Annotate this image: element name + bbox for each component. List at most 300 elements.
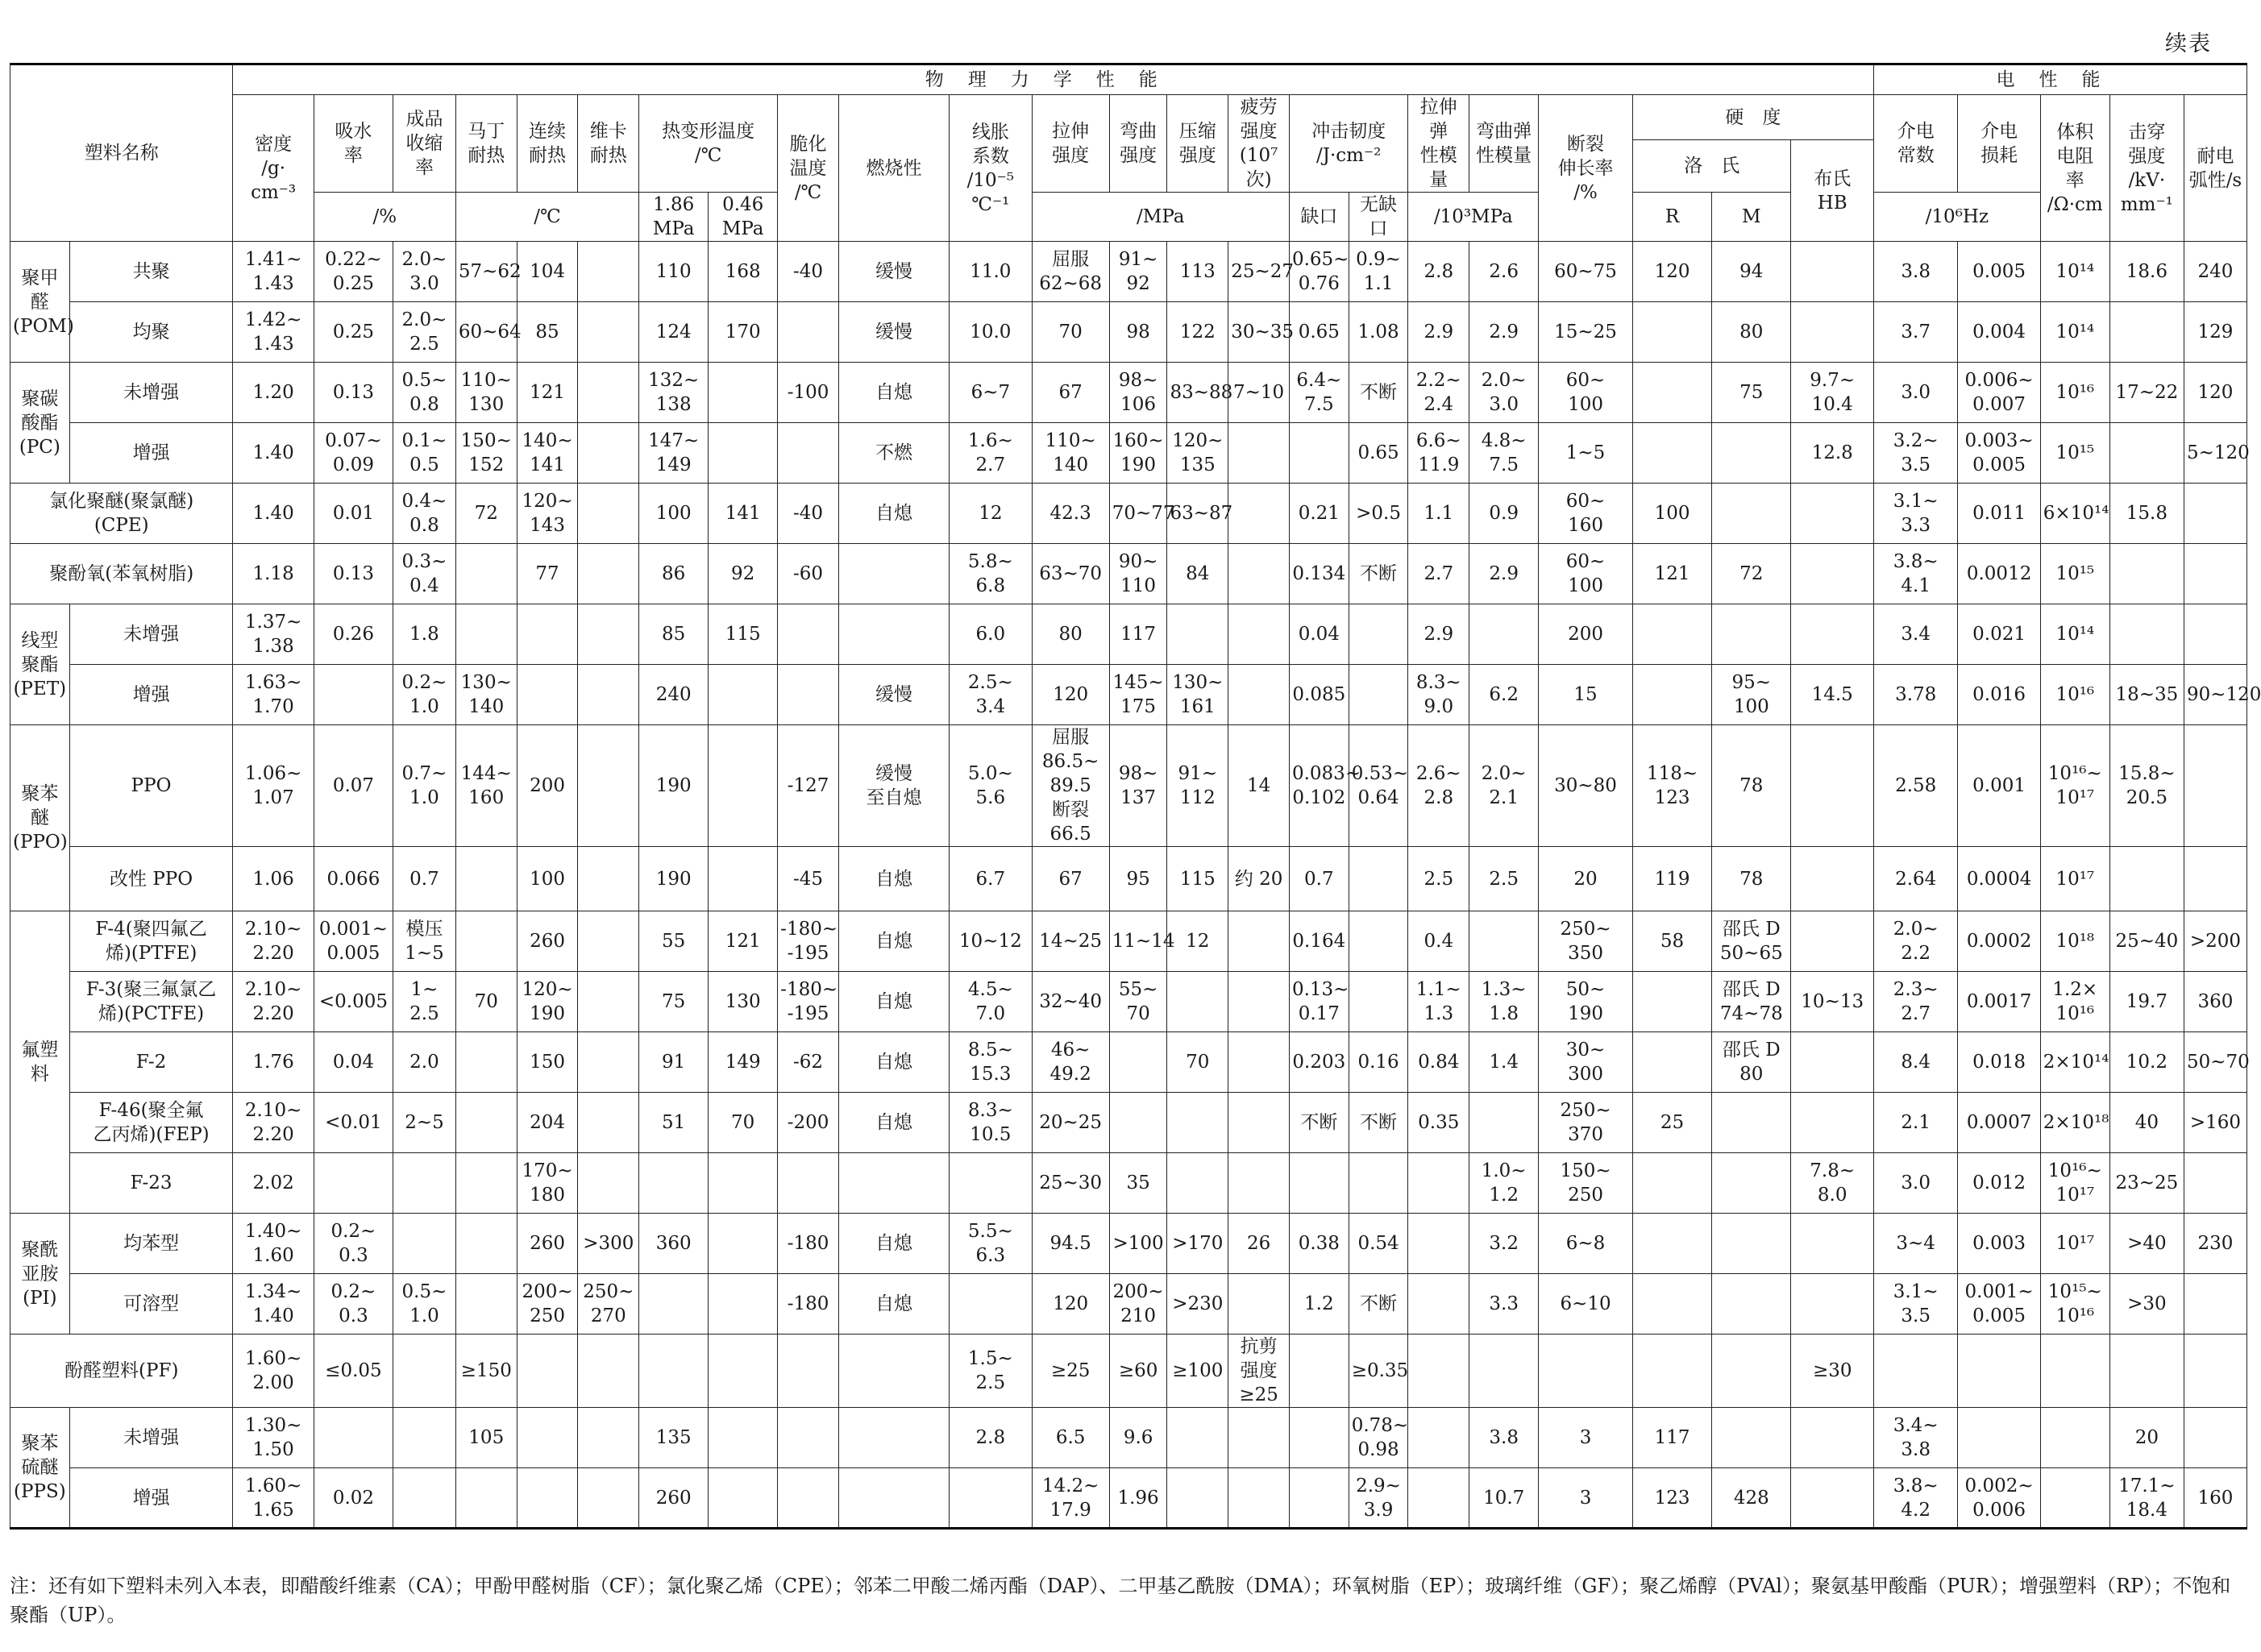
cell-value bbox=[639, 1274, 709, 1334]
cell-value: 60~75 bbox=[1539, 242, 1633, 302]
cell-value: 110~ 130 bbox=[455, 363, 517, 423]
cell-value: 1.06~ 1.07 bbox=[233, 725, 314, 847]
cell-value bbox=[1228, 423, 1290, 484]
cell-value: 6×10¹⁴ bbox=[2040, 484, 2109, 544]
cell-value bbox=[1791, 1214, 1874, 1274]
cell-value: 240 bbox=[2184, 242, 2246, 302]
cell-value: 130~ 161 bbox=[1167, 665, 1228, 725]
header-water-absorption: 吸水 率 bbox=[314, 95, 393, 193]
cell-value: 83~88 bbox=[1167, 363, 1228, 423]
cell-value: 124 bbox=[639, 302, 709, 363]
cell-value: 11.0 bbox=[950, 242, 1032, 302]
cell-value: 10¹⁵ bbox=[2040, 423, 2109, 484]
cell-value: 98~ 137 bbox=[1109, 725, 1167, 847]
cell-value: 1.41~ 1.43 bbox=[233, 242, 314, 302]
cell-value bbox=[1469, 604, 1539, 665]
cell-value: 55 bbox=[639, 911, 709, 972]
cell-value: 3.1~ 3.3 bbox=[1873, 484, 1957, 544]
cell-value: 10¹⁶ bbox=[2040, 363, 2109, 423]
plastic-name: 改性 PPO bbox=[69, 847, 233, 911]
cell-value: 10¹⁶~ 10¹⁷ bbox=[2040, 725, 2109, 847]
cell-value: 86 bbox=[639, 544, 709, 604]
cell-value: 30~35 bbox=[1228, 302, 1290, 363]
cell-value: 0.5~ 0.8 bbox=[393, 363, 456, 423]
header-shrinkage: 成品 收缩 率 bbox=[393, 95, 456, 193]
cell-value: ≥25 bbox=[1032, 1334, 1109, 1408]
cell-value bbox=[1349, 847, 1408, 911]
table-row bbox=[10, 484, 2247, 544]
cell-value: 60~64 bbox=[455, 302, 517, 363]
cell-value: 120~ 190 bbox=[517, 972, 578, 1032]
cell-value bbox=[578, 302, 639, 363]
cell-value: 78 bbox=[1712, 847, 1791, 911]
cell-value bbox=[1791, 1093, 1874, 1153]
cell-value bbox=[778, 423, 839, 484]
table-row bbox=[10, 302, 2247, 363]
cell-value: 26 bbox=[1228, 1214, 1290, 1274]
cell-value bbox=[1469, 1334, 1539, 1408]
cell-value bbox=[2040, 1334, 2109, 1408]
cell-value: 0.1~ 0.5 bbox=[393, 423, 456, 484]
cell-value: 70 bbox=[455, 972, 517, 1032]
cell-value: 129 bbox=[2184, 302, 2246, 363]
cell-value bbox=[2109, 604, 2184, 665]
cell-value: 100 bbox=[639, 484, 709, 544]
cell-value: 0.25 bbox=[314, 302, 393, 363]
cell-value: 50~ 190 bbox=[1539, 972, 1633, 1032]
plastic-name: 均聚 bbox=[69, 302, 233, 363]
header-compressive: 压缩 强度 bbox=[1167, 95, 1228, 193]
cell-value bbox=[1712, 423, 1791, 484]
cell-value bbox=[778, 1468, 839, 1529]
cell-value: 150~ 152 bbox=[455, 423, 517, 484]
plastic-name: 氯化聚醚(聚氯醚) (CPE) bbox=[10, 484, 233, 544]
cell-value: >230 bbox=[1167, 1274, 1228, 1334]
cell-value: 2~5 bbox=[393, 1093, 456, 1153]
cell-value: 2.1 bbox=[1873, 1093, 1957, 1153]
cell-value: >40 bbox=[2109, 1214, 2184, 1274]
cell-value: 2.02 bbox=[233, 1153, 314, 1214]
cell-value: 51 bbox=[639, 1093, 709, 1153]
header-volume-resistivity: 体积 电阻 率 /Ω·cm bbox=[2040, 95, 2109, 242]
cell-value bbox=[2184, 1153, 2246, 1214]
cell-value bbox=[1349, 1153, 1408, 1214]
cell-value: 0.7 bbox=[393, 847, 456, 911]
cell-value bbox=[709, 665, 778, 725]
cell-value bbox=[1712, 1093, 1791, 1153]
cell-value bbox=[778, 1408, 839, 1468]
cell-value: 5~120 bbox=[2184, 423, 2246, 484]
cell-value: 55~ 70 bbox=[1109, 972, 1167, 1032]
plastic-name: 未增强 bbox=[69, 1408, 233, 1468]
cell-value: 缓慢 至自熄 bbox=[838, 725, 949, 847]
cell-value: 2.5~ 3.4 bbox=[950, 665, 1032, 725]
cell-value bbox=[709, 1334, 778, 1408]
cell-value bbox=[517, 665, 578, 725]
cell-value bbox=[2109, 1334, 2184, 1408]
cell-value: 3.4 bbox=[1873, 604, 1957, 665]
cell-value: 260 bbox=[517, 1214, 578, 1274]
cell-value: 0.01 bbox=[314, 484, 393, 544]
cell-value: 3.3 bbox=[1469, 1274, 1539, 1334]
plastic-name: PPO bbox=[69, 725, 233, 847]
cell-value: 0.13 bbox=[314, 363, 393, 423]
header-arc-resistance: 耐电 弧性/s bbox=[2184, 95, 2246, 242]
cell-value: 141 bbox=[709, 484, 778, 544]
cell-value: 84 bbox=[1167, 544, 1228, 604]
cell-value bbox=[578, 242, 639, 302]
cell-value: 78 bbox=[1712, 725, 1791, 847]
cell-value: 自熄 bbox=[838, 847, 949, 911]
cell-value: 10¹⁵ bbox=[2040, 544, 2109, 604]
cell-value: 自熄 bbox=[838, 972, 949, 1032]
cell-value: 9.6 bbox=[1109, 1408, 1167, 1468]
cell-value bbox=[1791, 484, 1874, 544]
cell-value: 0.2~ 1.0 bbox=[393, 665, 456, 725]
header-brittle-temp: 脆化 温度 /℃ bbox=[778, 95, 839, 242]
cell-value bbox=[1539, 1334, 1633, 1408]
cell-value bbox=[1632, 1214, 1711, 1274]
cell-value: 0.0012 bbox=[1958, 544, 2040, 604]
cell-value: 14 bbox=[1228, 725, 1290, 847]
cell-value: 90~ 110 bbox=[1109, 544, 1167, 604]
cell-value: 5.0~ 5.6 bbox=[950, 725, 1032, 847]
cell-value bbox=[1791, 544, 1874, 604]
cell-value: 123 bbox=[1632, 1468, 1711, 1529]
header-hdt-046: 0.46 MPa bbox=[709, 193, 778, 242]
cell-value: 3.8 bbox=[1469, 1408, 1539, 1468]
cell-value bbox=[838, 1334, 949, 1408]
cell-value: 1.34~ 1.40 bbox=[233, 1274, 314, 1334]
cell-value: 5.8~ 6.8 bbox=[950, 544, 1032, 604]
cell-value: 6.5 bbox=[1032, 1408, 1109, 1468]
cell-value: 147~ 149 bbox=[639, 423, 709, 484]
cell-value: 170~ 180 bbox=[517, 1153, 578, 1214]
plastic-name: 聚酚氧(苯氧树脂) bbox=[10, 544, 233, 604]
cell-value bbox=[1632, 1334, 1711, 1408]
header-tensile: 拉伸 强度 bbox=[1032, 95, 1109, 193]
cell-value: 145~ 175 bbox=[1109, 665, 1167, 725]
cell-value bbox=[2040, 1468, 2109, 1529]
cell-value: 23~25 bbox=[2109, 1153, 2184, 1214]
cell-value: 240 bbox=[639, 665, 709, 725]
cell-value: 149 bbox=[709, 1032, 778, 1093]
cell-value: 117 bbox=[1109, 604, 1167, 665]
cell-value: 0.005 bbox=[1958, 242, 2040, 302]
header-vicat: 维卡 耐热 bbox=[578, 95, 639, 193]
plastic-name: 酚醛塑料(PF) bbox=[10, 1334, 233, 1408]
cell-value: 1.40~ 1.60 bbox=[233, 1214, 314, 1274]
cell-value: -127 bbox=[778, 725, 839, 847]
cell-value bbox=[517, 1468, 578, 1529]
group-label: 聚甲醛 (POM) bbox=[10, 242, 70, 363]
cell-value: 约 20 bbox=[1228, 847, 1290, 911]
cell-value bbox=[578, 1093, 639, 1153]
cell-value: 60~ 160 bbox=[1539, 484, 1633, 544]
cell-value: 3.2~ 3.5 bbox=[1873, 423, 1957, 484]
cell-value: 自熄 bbox=[838, 1274, 949, 1334]
cell-value: 70 bbox=[1167, 1032, 1228, 1093]
unit-gpa: /10³MPa bbox=[1408, 193, 1539, 242]
cell-value bbox=[1408, 1334, 1469, 1408]
cell-value bbox=[1632, 1032, 1711, 1093]
cell-value bbox=[1408, 1274, 1469, 1334]
cell-value bbox=[2184, 725, 2246, 847]
cell-value: 3.8~ 4.1 bbox=[1873, 544, 1957, 604]
cell-value: 0.04 bbox=[1289, 604, 1349, 665]
header-notched: 缺口 bbox=[1289, 193, 1349, 242]
cell-value: 0.35 bbox=[1408, 1093, 1469, 1153]
cell-value: ≥150 bbox=[455, 1334, 517, 1408]
cell-value bbox=[1167, 604, 1228, 665]
cell-value: 150 bbox=[517, 1032, 578, 1093]
cell-value bbox=[517, 1334, 578, 1408]
cell-value bbox=[1408, 1408, 1469, 1468]
cell-value: 15~25 bbox=[1539, 302, 1633, 363]
cell-value: 77 bbox=[517, 544, 578, 604]
cell-value: 2.8 bbox=[1408, 242, 1469, 302]
cell-value: 121 bbox=[709, 911, 778, 972]
cell-value bbox=[1873, 1334, 1957, 1408]
cell-value: 缓慢 bbox=[838, 242, 949, 302]
cell-value: 35 bbox=[1109, 1153, 1167, 1214]
cell-value: 1~ 2.5 bbox=[393, 972, 456, 1032]
header-elongation: 断裂 伸长率 /% bbox=[1539, 95, 1633, 242]
cell-value: 2.10~ 2.20 bbox=[233, 972, 314, 1032]
cell-value bbox=[455, 1468, 517, 1529]
cell-value: 118~ 123 bbox=[1632, 725, 1711, 847]
cell-value: 2.9~ 3.9 bbox=[1349, 1468, 1408, 1529]
cell-value: -45 bbox=[778, 847, 839, 911]
cell-value: 不断 bbox=[1349, 1274, 1408, 1334]
cell-value: 0.65 bbox=[1289, 302, 1349, 363]
table-row bbox=[10, 1093, 2247, 1153]
table-row bbox=[10, 604, 2247, 665]
header-dielectric-loss: 介电 损耗 bbox=[1958, 95, 2040, 193]
cell-value: 0.164 bbox=[1289, 911, 1349, 972]
cell-value: -62 bbox=[778, 1032, 839, 1093]
cell-value: 75 bbox=[1712, 363, 1791, 423]
cell-value: 0.0017 bbox=[1958, 972, 2040, 1032]
cell-value bbox=[1632, 1274, 1711, 1334]
cell-value: 1.2 bbox=[1289, 1274, 1349, 1334]
cell-value: -40 bbox=[778, 242, 839, 302]
cell-value bbox=[1712, 1334, 1791, 1408]
cell-value: 0.65 bbox=[1349, 423, 1408, 484]
cell-value: 0.84 bbox=[1408, 1032, 1469, 1093]
cell-value bbox=[639, 1153, 709, 1214]
cell-value: 2.64 bbox=[1873, 847, 1957, 911]
plastic-name: 增强 bbox=[69, 423, 233, 484]
cell-value: 250~ 270 bbox=[578, 1274, 639, 1334]
cell-value: 0.22~ 0.25 bbox=[314, 242, 393, 302]
cell-value: 67 bbox=[1032, 363, 1109, 423]
cell-value: 6~7 bbox=[950, 363, 1032, 423]
table-row bbox=[10, 665, 2247, 725]
table-row bbox=[10, 423, 2247, 484]
cell-value: 缓慢 bbox=[838, 302, 949, 363]
cell-value bbox=[1712, 1214, 1791, 1274]
cell-value bbox=[455, 911, 517, 972]
cell-value: 144~ 160 bbox=[455, 725, 517, 847]
cell-value: -60 bbox=[778, 544, 839, 604]
cell-value: 5.5~ 6.3 bbox=[950, 1214, 1032, 1274]
cell-value: 80 bbox=[1032, 604, 1109, 665]
cell-value: 2.0~ 2.5 bbox=[393, 302, 456, 363]
cell-value: 1.5~ 2.5 bbox=[950, 1334, 1032, 1408]
cell-value: 0.4 bbox=[1408, 911, 1469, 972]
cell-value: 120 bbox=[1032, 665, 1109, 725]
cell-value: 0.006~ 0.007 bbox=[1958, 363, 2040, 423]
cell-value: 0.001 bbox=[1958, 725, 2040, 847]
cell-value: 3.0 bbox=[1873, 363, 1957, 423]
cell-value: 63~70 bbox=[1032, 544, 1109, 604]
cell-value bbox=[455, 1153, 517, 1214]
cell-value bbox=[1408, 1468, 1469, 1529]
table-row bbox=[10, 1274, 2247, 1334]
cell-value: 自熄 bbox=[838, 363, 949, 423]
cell-value bbox=[709, 363, 778, 423]
cell-value bbox=[1167, 1093, 1228, 1153]
cell-value bbox=[1228, 484, 1290, 544]
cell-value: 110 bbox=[639, 242, 709, 302]
cell-value: 12 bbox=[1167, 911, 1228, 972]
cell-value: 0.53~ 0.64 bbox=[1349, 725, 1408, 847]
header-expansion: 线胀 系数 /10⁻⁵ ℃⁻¹ bbox=[950, 95, 1032, 242]
cell-value: 200~ 250 bbox=[517, 1274, 578, 1334]
cell-value bbox=[455, 604, 517, 665]
cell-value bbox=[2184, 1334, 2246, 1408]
cell-value bbox=[1228, 1274, 1290, 1334]
cell-value: 57~62 bbox=[455, 242, 517, 302]
cell-value: 2.10~ 2.20 bbox=[233, 911, 314, 972]
cell-value bbox=[1712, 1153, 1791, 1214]
cell-value: 1.60~ 1.65 bbox=[233, 1468, 314, 1529]
cell-value bbox=[393, 1334, 456, 1408]
cell-value bbox=[1167, 1468, 1228, 1529]
cell-value: 100 bbox=[1632, 484, 1711, 544]
cell-value bbox=[838, 604, 949, 665]
cell-value: 150~ 250 bbox=[1539, 1153, 1633, 1214]
cell-value: 130~ 140 bbox=[455, 665, 517, 725]
cell-value: 0.07~ 0.09 bbox=[314, 423, 393, 484]
cell-value: 1.4 bbox=[1469, 1032, 1539, 1093]
cell-value: 115 bbox=[709, 604, 778, 665]
cell-value: 15.8 bbox=[2109, 484, 2184, 544]
cell-value: 75 bbox=[639, 972, 709, 1032]
cell-value bbox=[838, 1408, 949, 1468]
table-row bbox=[10, 1032, 2247, 1093]
cell-value: 不断 bbox=[1289, 1093, 1349, 1153]
cell-value: 0.003 bbox=[1958, 1214, 2040, 1274]
cell-value: 140~ 141 bbox=[517, 423, 578, 484]
cell-value bbox=[1632, 665, 1711, 725]
cell-value: 0.02 bbox=[314, 1468, 393, 1529]
cell-value: 3~4 bbox=[1873, 1214, 1957, 1274]
cell-value: 2.0~ 2.2 bbox=[1873, 911, 1957, 972]
cell-value bbox=[1791, 302, 1874, 363]
cell-value bbox=[1632, 363, 1711, 423]
cell-value: 0.011 bbox=[1958, 484, 2040, 544]
cell-value bbox=[639, 1334, 709, 1408]
cell-value: 18.6 bbox=[2109, 242, 2184, 302]
cell-value bbox=[1791, 725, 1874, 847]
cell-value: 2.8 bbox=[950, 1408, 1032, 1468]
cell-value bbox=[709, 1408, 778, 1468]
table-row bbox=[10, 544, 2247, 604]
cell-value: 1.30~ 1.50 bbox=[233, 1408, 314, 1468]
cell-value: 0.13~ 0.17 bbox=[1289, 972, 1349, 1032]
cell-value: <0.005 bbox=[314, 972, 393, 1032]
cell-value bbox=[1632, 604, 1711, 665]
cell-value bbox=[1408, 1153, 1469, 1214]
header-flexural: 弯曲 强度 bbox=[1109, 95, 1167, 193]
plastic-name: 未增强 bbox=[69, 363, 233, 423]
cell-value: 8.3~ 10.5 bbox=[950, 1093, 1032, 1153]
cell-value: 122 bbox=[1167, 302, 1228, 363]
cell-value bbox=[1791, 1468, 1874, 1529]
cell-value: 0.0002 bbox=[1958, 911, 2040, 972]
cell-value: 3 bbox=[1539, 1408, 1633, 1468]
cell-value: 250~ 370 bbox=[1539, 1093, 1633, 1153]
cell-value: 0.13 bbox=[314, 544, 393, 604]
cell-value bbox=[1228, 665, 1290, 725]
cell-value: 20~25 bbox=[1032, 1093, 1109, 1153]
cell-value: 0.78~ 0.98 bbox=[1349, 1408, 1408, 1468]
cell-value: 6.0 bbox=[950, 604, 1032, 665]
cell-value bbox=[314, 665, 393, 725]
cell-value: >100 bbox=[1109, 1214, 1167, 1274]
plastic-name: 均苯型 bbox=[69, 1214, 233, 1274]
cell-value: 2.10~ 2.20 bbox=[233, 1093, 314, 1153]
cell-value bbox=[455, 847, 517, 911]
cell-value: 250~ 350 bbox=[1539, 911, 1633, 972]
cell-value bbox=[578, 484, 639, 544]
cell-value: 10¹⁸ bbox=[2040, 911, 2109, 972]
cell-value: 1.96 bbox=[1109, 1468, 1167, 1529]
header-group-mechanical: 物理力学性能 bbox=[233, 64, 1874, 95]
cell-value bbox=[950, 1153, 1032, 1214]
cell-value: 0.4~ 0.8 bbox=[393, 484, 456, 544]
cell-value: 130 bbox=[709, 972, 778, 1032]
cell-value: 8.4 bbox=[1873, 1032, 1957, 1093]
cell-value: 110~ 140 bbox=[1032, 423, 1109, 484]
cell-value: 2.0 bbox=[393, 1032, 456, 1093]
cell-value: 0.2~ 0.3 bbox=[314, 1214, 393, 1274]
cell-value: 14.2~ 17.9 bbox=[1032, 1468, 1109, 1529]
cell-value: 15 bbox=[1539, 665, 1633, 725]
cell-value: 17.1~ 18.4 bbox=[2109, 1468, 2184, 1529]
cell-value: 1.18 bbox=[233, 544, 314, 604]
cell-value: >200 bbox=[2184, 911, 2246, 972]
cell-value: 2.0~ 3.0 bbox=[393, 242, 456, 302]
cell-value bbox=[1791, 1032, 1874, 1093]
continued-label: 续表 bbox=[2165, 31, 2212, 56]
unit-mpa: /MPa bbox=[1032, 193, 1289, 242]
cell-value: 260 bbox=[517, 911, 578, 972]
cell-value: 1.08 bbox=[1349, 302, 1408, 363]
cell-value: 0.012 bbox=[1958, 1153, 2040, 1214]
cell-value: 1.1 bbox=[1408, 484, 1469, 544]
header-impact: 冲击韧度 /J·cm⁻² bbox=[1289, 95, 1407, 193]
cell-value: 2.2~ 2.4 bbox=[1408, 363, 1469, 423]
table-row bbox=[10, 1468, 2247, 1529]
cell-value bbox=[709, 847, 778, 911]
unit-percent: /% bbox=[314, 193, 455, 242]
cell-value bbox=[709, 1214, 778, 1274]
cell-value bbox=[1228, 544, 1290, 604]
cell-value: 67 bbox=[1032, 847, 1109, 911]
